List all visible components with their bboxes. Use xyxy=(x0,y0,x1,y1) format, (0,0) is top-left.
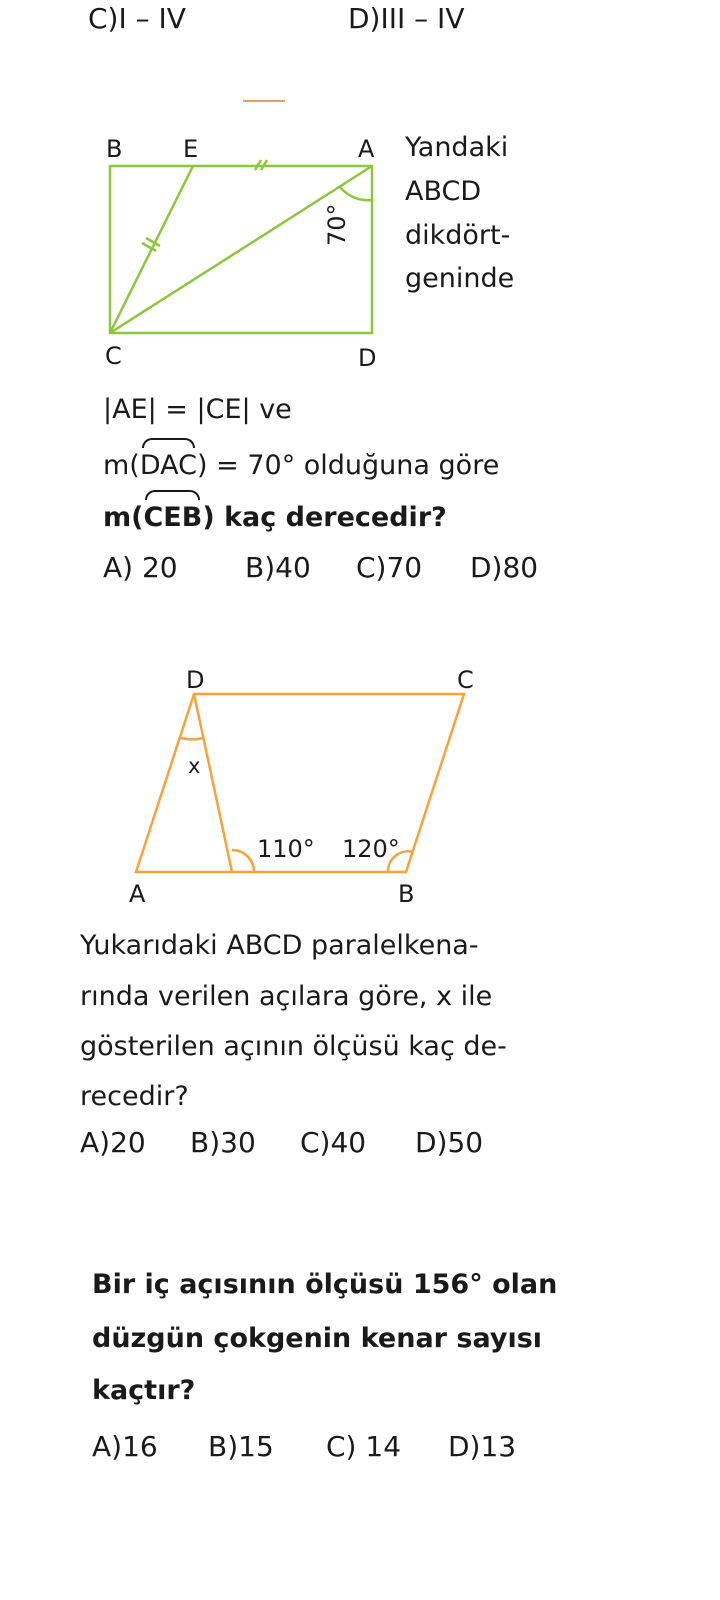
q1-option-c[interactable]: C)70 xyxy=(356,551,423,584)
angle-arc-110 xyxy=(232,850,254,872)
q2-line-1: Yukarıdaki ABCD paralelkena- xyxy=(80,930,479,961)
segment-d-to-base xyxy=(194,694,232,872)
angle-label-110: 110° xyxy=(257,835,315,863)
label-d2: D xyxy=(186,666,205,694)
q3-option-d[interactable]: D)13 xyxy=(448,1430,517,1463)
q1-side-text-2: ABCD xyxy=(405,176,482,207)
label-b2: B xyxy=(398,880,415,908)
q1-line-1: |AE| = |CE| ve xyxy=(103,394,292,425)
label-a: A xyxy=(358,135,375,163)
q1-option-a[interactable]: A) 20 xyxy=(103,551,178,584)
q1-line-3: m(CEB) kaç derecedir? xyxy=(103,497,447,539)
option-d-top[interactable]: D)III – IV xyxy=(348,2,465,35)
q3-option-b[interactable]: B)15 xyxy=(208,1430,274,1463)
q2-option-b[interactable]: B)30 xyxy=(190,1126,256,1159)
q2-option-c[interactable]: C)40 xyxy=(300,1126,367,1159)
label-d: D xyxy=(358,344,377,372)
q2-line-4: recedir? xyxy=(80,1081,189,1112)
q1-side-text-4: geninde xyxy=(405,263,515,294)
q3-option-c[interactable]: C) 14 xyxy=(326,1430,402,1463)
label-e: E xyxy=(183,135,199,163)
label-c2: C xyxy=(457,666,474,694)
q2-option-a[interactable]: A)20 xyxy=(80,1126,146,1159)
q3-line-2: düzgün çokgenin kenar sayısı xyxy=(92,1323,543,1354)
label-x: x xyxy=(188,754,201,778)
angle-label-120: 120° xyxy=(342,835,400,863)
q1-option-d[interactable]: D)80 xyxy=(470,551,539,584)
q3-option-a[interactable]: A)16 xyxy=(92,1430,158,1463)
q3-line-1: Bir iç açısının ölçüsü 156° olan xyxy=(92,1269,558,1300)
q3-line-3: kaçtır? xyxy=(92,1375,196,1406)
angle-label-70: 70° xyxy=(323,203,351,246)
q2-line-3: gösterilen açının ölçüsü kaç de- xyxy=(80,1031,507,1062)
option-c-top[interactable]: C)I – IV xyxy=(88,2,186,35)
angle-arc-x xyxy=(181,738,203,739)
q1-side-text-1: Yandaki xyxy=(405,132,509,163)
label-c: C xyxy=(105,342,122,370)
q2-line-2: rında verilen açılara göre, x ile xyxy=(80,981,493,1012)
q1-side-text-3: dikdört- xyxy=(405,220,511,251)
label-a2: A xyxy=(129,880,146,908)
q1-option-b[interactable]: B)40 xyxy=(245,551,311,584)
q2-option-d[interactable]: D)50 xyxy=(415,1126,484,1159)
label-b: B xyxy=(106,135,123,163)
q1-line-2: m(DAC) = 70° olduğuna göre xyxy=(103,445,499,487)
